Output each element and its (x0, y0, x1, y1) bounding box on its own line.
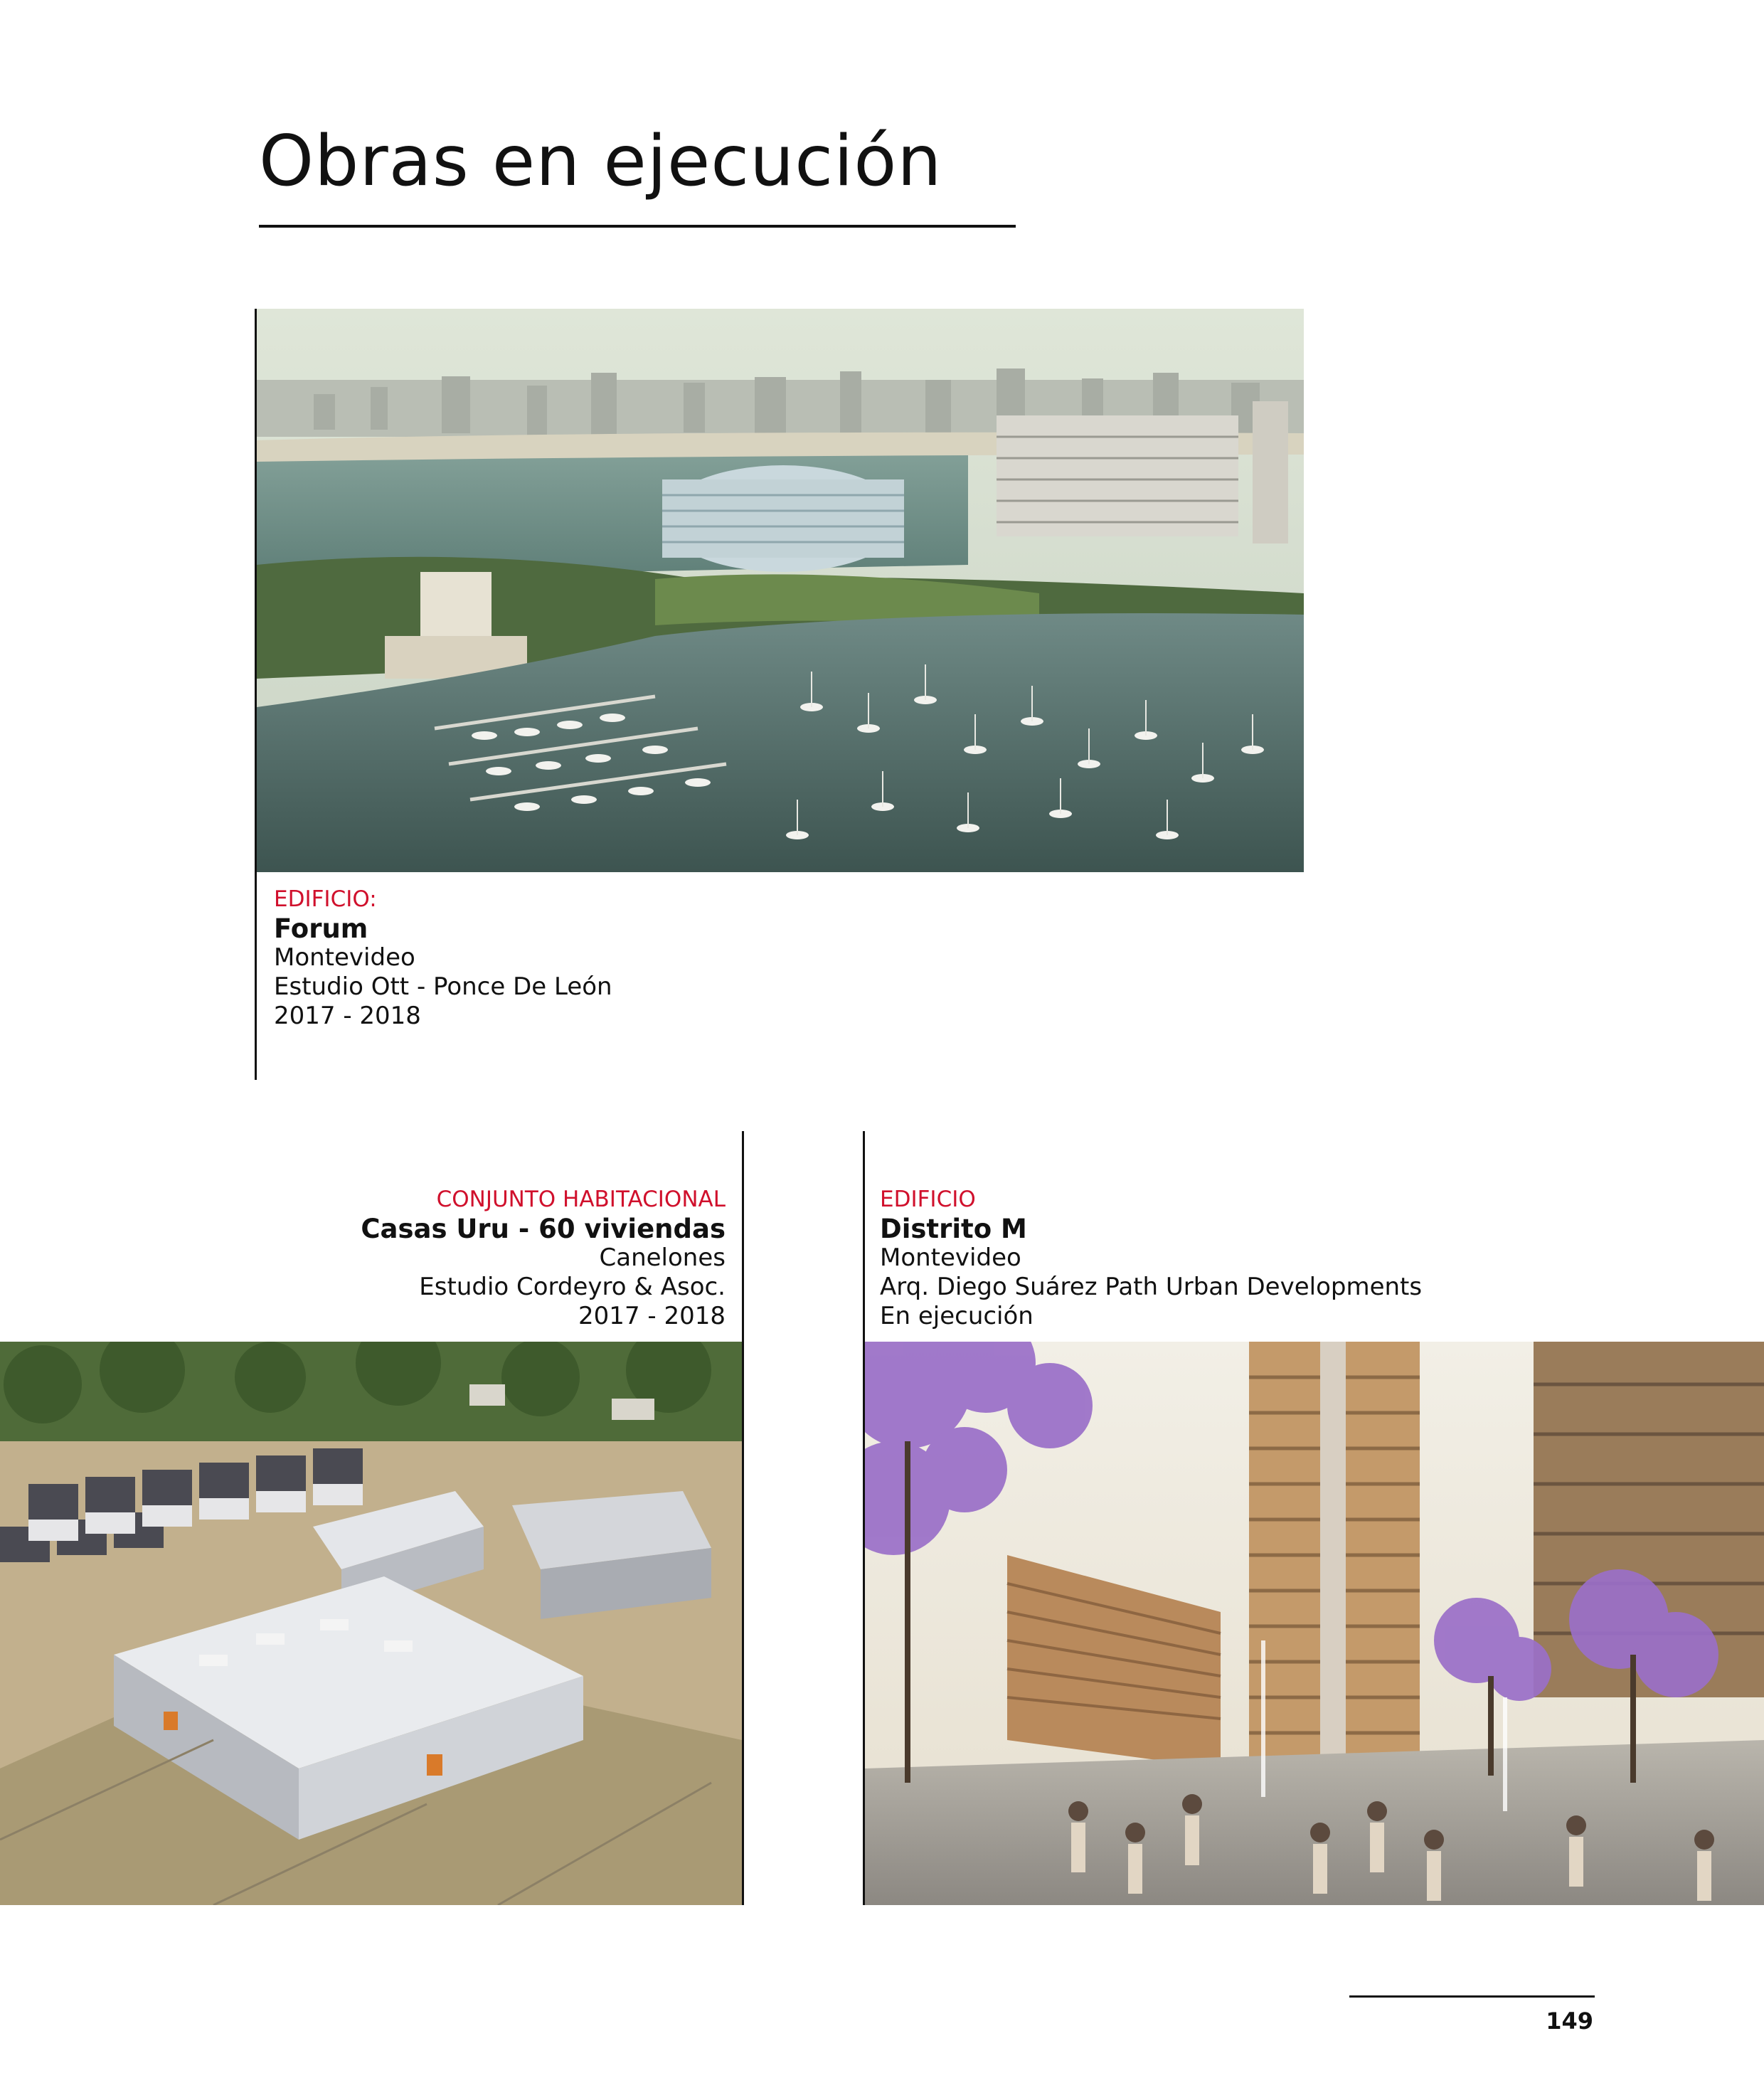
forum-years: 2017 - 2018 (274, 1002, 421, 1030)
forum-category: EDIFICIO: (274, 886, 377, 912)
forum-name: Forum (274, 913, 368, 944)
forum-caption (274, 885, 612, 1031)
footer-rule (1349, 1995, 1595, 1998)
casas-uru-category: CONJUNTO HABITACIONAL (436, 1187, 726, 1212)
distrito-m-caption (880, 1185, 1422, 1331)
casas-uru-caption (285, 1185, 726, 1331)
distrito-m-location: Montevideo (880, 1243, 1021, 1272)
casas-uru-vertical-rule (742, 1131, 744, 1905)
casas-uru-name: Casas Uru - 60 viviendas (361, 1214, 726, 1244)
title-underline (259, 225, 1016, 228)
forum-studio: Estudio Ott - Ponce De León (274, 972, 612, 1001)
page-title: Obras en ejecución (259, 121, 942, 202)
forum-photo (257, 309, 1304, 872)
casas-uru-studio: Estudio Cordeyro & Asoc. (419, 1273, 726, 1301)
distrito-m-years: En ejecución (880, 1302, 1034, 1330)
distrito-m-photo (865, 1342, 1764, 1905)
distrito-m-studio: Arq. Diego Suárez Path Urban Developments (880, 1273, 1423, 1301)
casas-uru-location: Canelones (599, 1243, 726, 1272)
casas-uru-years: 2017 - 2018 (578, 1302, 726, 1330)
distrito-m-name: Distrito M (880, 1214, 1027, 1244)
casas-uru-photo (0, 1342, 742, 1905)
distrito-m-category: EDIFICIO (880, 1187, 976, 1212)
page-number: 149 (1546, 2008, 1593, 2035)
forum-location: Montevideo (274, 943, 415, 972)
